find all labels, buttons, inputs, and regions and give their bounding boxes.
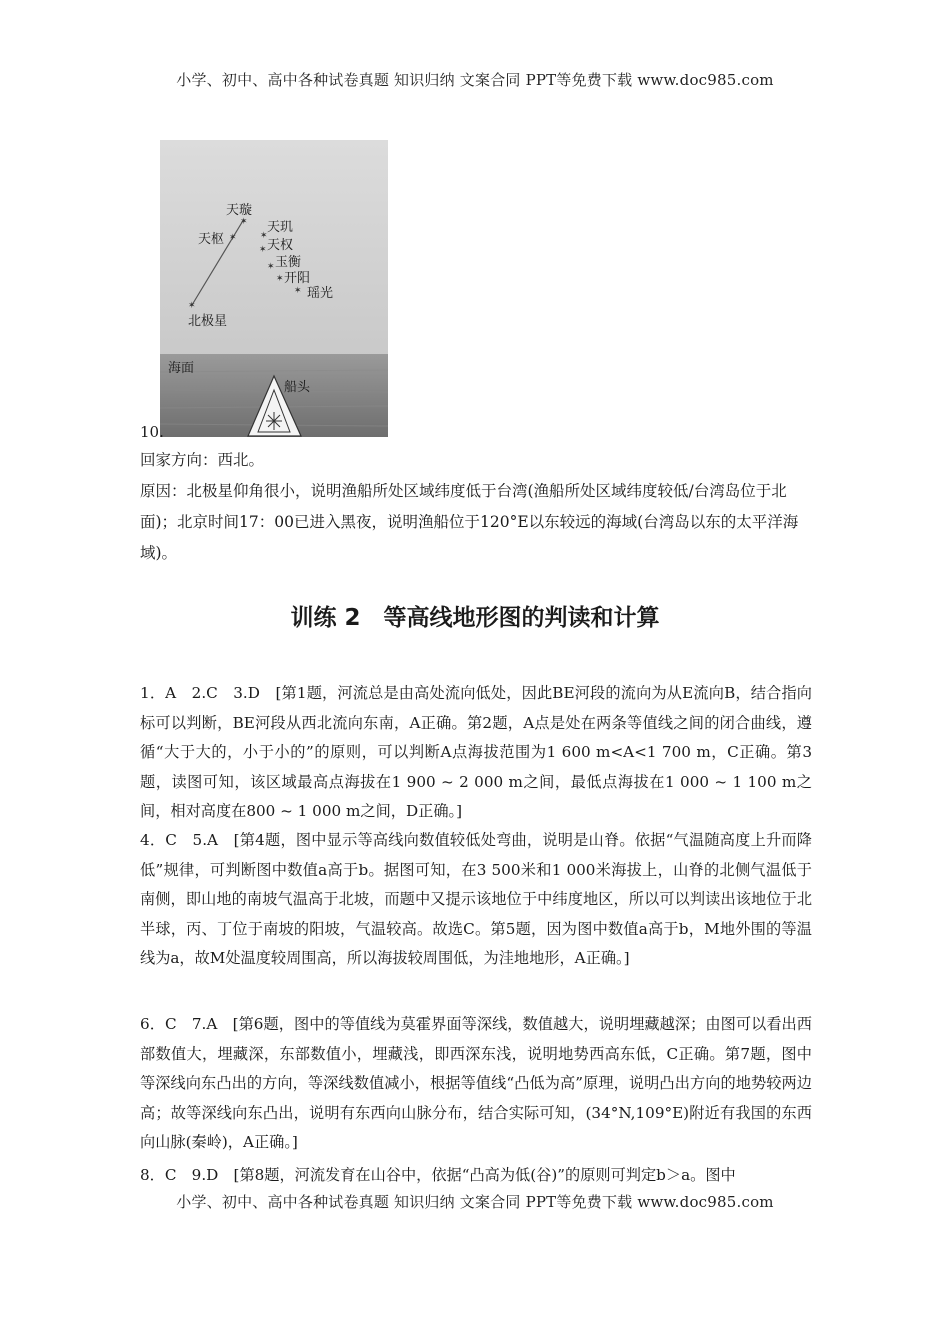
big-dipper-photo bbox=[160, 140, 388, 437]
answer-block-3: 6．C 7.A [第6题，图中的等值线为莫霍界面等深线，数值越大，说明埋藏越深；由图可以看出西部数值大，埋藏深，东部数值小，埋藏浅，即西深东浅，说明地势西高东低，C正确。第7题，图中等深线向东凸出的方向，等深线数值减小，根据等值线“凸低为高”原理，说明凸出方向的地势较两边高；故等深线向东凸出，说明有东西向山脉分布，结合实际可知，(34°N,109°E)附近有我国的东西向山脉(秦岭)，A正确。] bbox=[140, 1015, 812, 1151]
star-tianquan: ✶ bbox=[259, 245, 267, 255]
label-bow: 船头 bbox=[284, 380, 311, 395]
section-title: 训练 2 等高线地形图的判读和计算 bbox=[290, 605, 660, 631]
label-sea: 海面 bbox=[168, 361, 195, 376]
label-tianquan: 天权 bbox=[267, 238, 294, 253]
answer-block-2: 4．C 5.A [第4题，图中显示等高线向数值较低处弯曲，说明是山脊。依据“气温随高度上升而降低”规律，可判断图中数值a高于b。据图可知，在3 500米和1 000米海拔上，山脊的北侧气温低于南侧，即山地的南坡气温高于北坡，而题中又提示该地位于中纬度地区，所以可以判读出该地位于北半球，丙、丁位于南坡的阳坡，气温较高。故选C。第5题，因为图中数值a高于b，M地外围的等温线为a，故M处温度较周围高，所以海拔较周围低，为洼地地形，A正确。] bbox=[140, 831, 812, 967]
page-header: 小学、初中、高中各种试卷真题 知识归纳 文案合同 PPT等免费下载 www.doc985.com bbox=[176, 71, 774, 89]
page-footer: 小学、初中、高中各种试卷真题 知识归纳 文案合同 PPT等免费下载 www.doc985.com bbox=[176, 1193, 774, 1211]
star-tianji: ✶ bbox=[260, 231, 268, 241]
label-tianji: 天玑 bbox=[267, 220, 294, 235]
label-yuheng: 玉衡 bbox=[275, 255, 302, 270]
label-yaoguang: 瑶光 bbox=[307, 286, 334, 301]
q10-direction: 回家方向：西北。 bbox=[140, 451, 265, 469]
star-polaris: ✶ bbox=[188, 301, 196, 311]
q10-reason: 原因：北极星仰角很小，说明渔船所处区域纬度低于台湾(渔船所处区域纬度较低/台湾岛位于北面)；北京时间17：00已进入黑夜，说明渔船位于120°E以东较远的海域(台湾岛以东的太平洋海域)。 bbox=[140, 482, 799, 562]
label-kaiyang: 开阳 bbox=[284, 271, 311, 286]
answer-block-1: 1．A 2.C 3.D [第1题，河流总是由高处流向低处，因此BE河段的流向为从E流向B，结合指向标可以判断，BE河段从西北流向东南，A正确。第2题，A点是处在两条等值线之间的闭合曲线，遵循“大于大的，小于小的”的原则，可以判断A点海拔范围为1 600 m<A<1 700 m，C正确。第3题，读图可知，该区域最高点海拔在1 900 ~ 2 000 m之间，最低点海拔在1 000 ~ 1 100 m之间，相对高度在800 ~ 1 000 m之间，D正确。] bbox=[140, 684, 812, 820]
star-tianxuan: ✶ bbox=[240, 217, 248, 227]
star-yaoguang: ✶ bbox=[294, 286, 302, 296]
question-number: 10. bbox=[140, 423, 164, 441]
label-tianxuan: 天璇 bbox=[226, 203, 253, 218]
label-polaris: 北极星 bbox=[188, 314, 228, 329]
star-yuheng: ✶ bbox=[267, 262, 275, 272]
star-kaiyang: ✶ bbox=[276, 274, 284, 284]
label-tianshu: 天枢 bbox=[198, 232, 225, 247]
star-tianshu: ✶ bbox=[229, 233, 237, 243]
answer-block-4: 8．C 9.D [第8题，河流发育在山谷中，依据“凸高为低(谷)”的原则可判定b＞a。图中 bbox=[140, 1166, 736, 1184]
